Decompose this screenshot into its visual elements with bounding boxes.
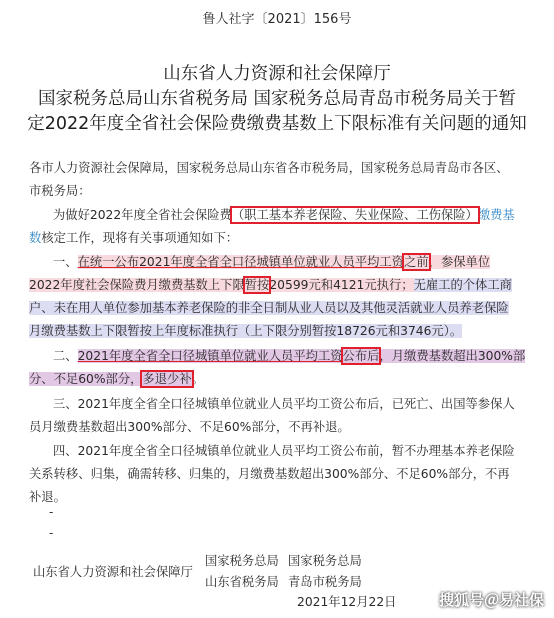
item2-lead: 二、 [53,349,78,363]
signature-shandong-tax: 山东省税务局 [205,575,279,589]
item2-boxed-refund: 多退少补 [142,372,192,386]
item1-line-1 [53,251,490,274]
item2-line-1 [53,345,525,368]
item1-text: ，参保单位 [428,255,491,269]
intro-accent-text-2: 数 [29,231,42,245]
item4-line-2: 关系转移、归集，确需转移、归集的，月缴费基数超出300%部分、不足60%部分，不再 [29,467,510,481]
item1-boxed-before: 之前 [404,255,429,269]
item4-line-3: 补退。 [29,490,66,504]
intro-accent-text: 缴费基 [477,208,515,222]
item2-text-2: 分、不足60%部分， [29,372,143,386]
item2-text: ，月缴费基数超出300%部 [379,349,526,363]
title-line-1: 山东省人力资源和社会保障厅 [163,64,391,84]
intro-text: 为做好2022年度全省社会保险费 [53,208,232,222]
item4-line-1: 四、2021年度全省全口径城镇单位就业人员平均工资公布前，暂不办理基本养老保险 [53,444,515,458]
item1-line-3 [29,297,509,320]
item2-period: 。 [191,372,204,386]
signature-tax-bureau-1: 国家税务总局 [205,554,279,568]
item1-lead: 一、 [53,255,78,269]
signature-tax-bureau-2: 国家税务总局 [288,554,362,568]
item1-line-4 [29,320,462,343]
signature-hrss-dept: 山东省人力资源和社会保障厅 [33,565,193,579]
intro-line-2 [29,227,238,250]
document-number: 鲁人社字〔2021〕156号 [202,12,352,27]
item1-line-2 [29,274,512,297]
intro-text-2: 核定工作，现将有关事项通知如下： [41,231,239,245]
title-line-3: 定2022年度全省社会保险费缴费基数上下限标准有关问题的通知 [27,114,527,134]
title-line-2: 国家税务总局山东省税务局 国家税务总局青岛市税务局关于暂 [37,89,517,109]
addressee-line-1: 各市人力资源社会保障局，国家税务总局山东省各市税务局，国家税务总局青岛市各区、 [29,161,509,175]
item1-text-3: 无雇工的个体工商 [413,278,512,292]
addressee-line-2: 市税务局： [29,184,91,198]
item1-text-5: 月缴费基数上下限暂按上年度标准执行（上下限分别暂按18726元和3746元）。 [29,324,463,338]
item1-text-4: 户、未在用人单位参加基本养老保险的非全日制从业人员以及其他灵活就业人员养老保险 [29,301,509,315]
separator-dash-1: - [49,505,54,519]
item1-highlight: 在统一公布2021年度全省全口径城镇单位就业人员平均工资 [77,255,405,269]
item3-line-1: 三、2021年度全省全口径城镇单位就业人员平均工资公布后，已死亡、出国等参保人 [53,397,515,411]
intro-line-1 [53,204,515,227]
item2-highlight: 2021年度全省全口径城镇单位就业人员平均工资 [77,349,343,363]
item1-amounts: 20599元和4121元执行； [269,278,414,292]
item1-text-2: 2022年度社会保险费月缴费基数上下限 [29,278,245,292]
item3-line-2: 员月缴费基数超出300%部分、不足60%部分，不再补退。 [29,420,350,434]
separator-dash-2: - [49,526,54,540]
issue-date: 2021年12月22日 [297,595,397,609]
watermark: 搜狐号＠易社保 [438,591,544,609]
item2-boxed-after: 公布后 [342,349,380,363]
insurance-types-boxed: （职工基本养老保险、失业保险、工伤保险） [231,208,478,222]
item1-boxed-temporary: 暂按 [244,278,270,292]
item2-line-2 [29,368,204,391]
signature-qingdao-tax: 青岛市税务局 [288,575,362,589]
